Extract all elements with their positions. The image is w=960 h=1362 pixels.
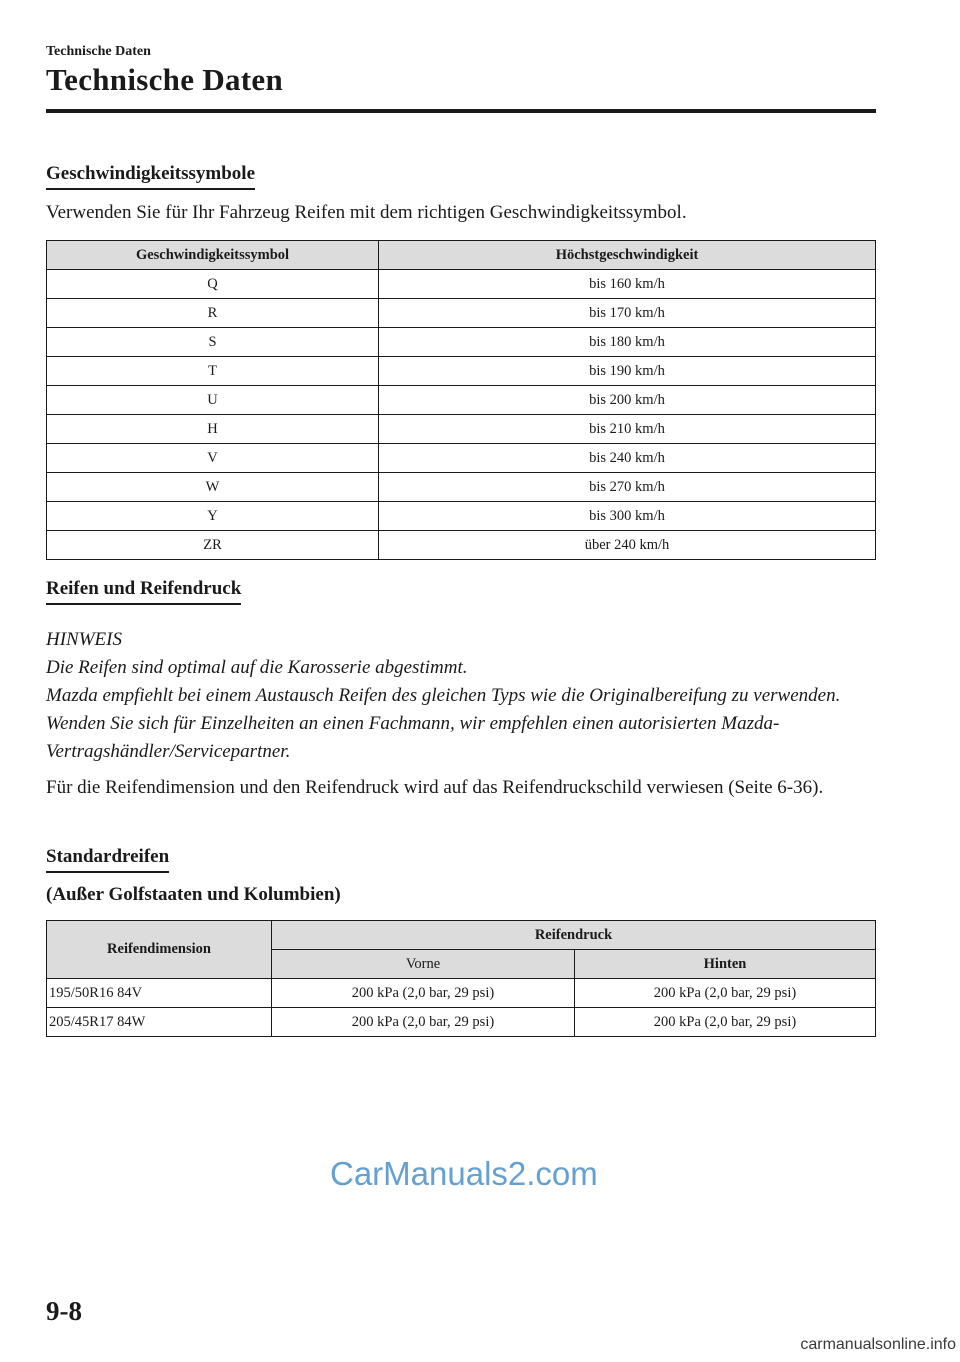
max-speed-cell: bis 200 km/h: [379, 386, 876, 415]
tire-dimension-cell: 205/45R17 84W: [47, 1008, 272, 1037]
note-line-1: Die Reifen sind optimal auf die Karosserie abgestimmt.: [46, 657, 468, 678]
front-pressure-cell: 200 kPa (2,0 bar, 29 psi): [272, 1008, 575, 1037]
speed-col-symbol: Geschwindigkeitssymbol: [47, 241, 379, 270]
pressure-reference: Für die Reifendimension und den Reifendruck wird auf das Reifendruckschild verwiesen (Seite 6-36).: [46, 777, 824, 798]
page-number: 9-8: [46, 1296, 82, 1326]
speed-symbol-table: [46, 240, 876, 560]
speed-section-title: Geschwindigkeitssymbole: [46, 163, 255, 190]
page-title: Technische Daten: [46, 62, 284, 97]
tire-col-front: Vorne: [272, 950, 575, 979]
max-speed-cell: über 240 km/h: [379, 531, 876, 560]
table-row: [47, 299, 876, 328]
speed-col-max: Höchstgeschwindigkeit: [379, 241, 876, 270]
max-speed-cell: bis 240 km/h: [379, 444, 876, 473]
watermark-logo: CarManuals2.com: [330, 1155, 598, 1192]
tire-dimension-cell: 195/50R16 84V: [47, 979, 272, 1008]
max-speed-cell: bis 270 km/h: [379, 473, 876, 502]
header-rule: [46, 109, 876, 113]
rear-pressure-cell: 200 kPa (2,0 bar, 29 psi): [575, 979, 876, 1008]
speed-symbol-cell: ZR: [47, 531, 379, 560]
tire-section-title: Reifen und Reifendruck: [46, 578, 241, 605]
table-row: [47, 328, 876, 357]
speed-symbol-cell: Y: [47, 502, 379, 531]
standard-tires-title: Standardreifen: [46, 846, 169, 873]
max-speed-cell: bis 300 km/h: [379, 502, 876, 531]
speed-symbol-cell: R: [47, 299, 379, 328]
table-row: [47, 1008, 876, 1037]
table-row: [47, 502, 876, 531]
table-row: [47, 270, 876, 299]
front-pressure-cell: 200 kPa (2,0 bar, 29 psi): [272, 979, 575, 1008]
speed-intro: Verwenden Sie für Ihr Fahrzeug Reifen mit dem richtigen Geschwindigkeitssymbol.: [46, 202, 687, 223]
region-subheading: (Außer Golfstaaten und Kolumbien): [46, 884, 341, 905]
tire-col-pressure: Reifendruck: [272, 921, 876, 950]
tire-col-dimension: Reifendimension: [47, 921, 272, 979]
tire-col-rear: Hinten: [575, 950, 876, 979]
speed-symbol-cell: T: [47, 357, 379, 386]
max-speed-cell: bis 170 km/h: [379, 299, 876, 328]
table-row: [47, 473, 876, 502]
site-watermark: carmanualsonline.info: [800, 1336, 956, 1353]
max-speed-cell: bis 210 km/h: [379, 415, 876, 444]
note-label: HINWEIS: [46, 629, 122, 650]
table-row: [47, 415, 876, 444]
rear-pressure-cell: 200 kPa (2,0 bar, 29 psi): [575, 1008, 876, 1037]
speed-symbol-cell: U: [47, 386, 379, 415]
max-speed-cell: bis 160 km/h: [379, 270, 876, 299]
tire-pressure-table: [46, 920, 876, 1037]
table-row: [47, 444, 876, 473]
max-speed-cell: bis 190 km/h: [379, 357, 876, 386]
table-row: [47, 531, 876, 560]
max-speed-cell: bis 180 km/h: [379, 328, 876, 357]
speed-symbol-cell: Q: [47, 270, 379, 299]
note-line-2: Mazda empfiehlt bei einem Austausch Reifen des gleichen Typs wie die Originalbereifung zu verwenden. Wenden Sie sich für Einzelheiten an einen Fachmann, wir empfehlen einen autorisierten Mazda-Vertragshändler/Servicepartner.: [46, 685, 841, 762]
speed-symbol-cell: W: [47, 473, 379, 502]
speed-symbol-cell: H: [47, 415, 379, 444]
speed-symbol-cell: V: [47, 444, 379, 473]
running-header: Technische Daten: [46, 44, 151, 59]
table-row: [47, 979, 876, 1008]
table-row: [47, 357, 876, 386]
table-row: [47, 386, 876, 415]
speed-symbol-cell: S: [47, 328, 379, 357]
